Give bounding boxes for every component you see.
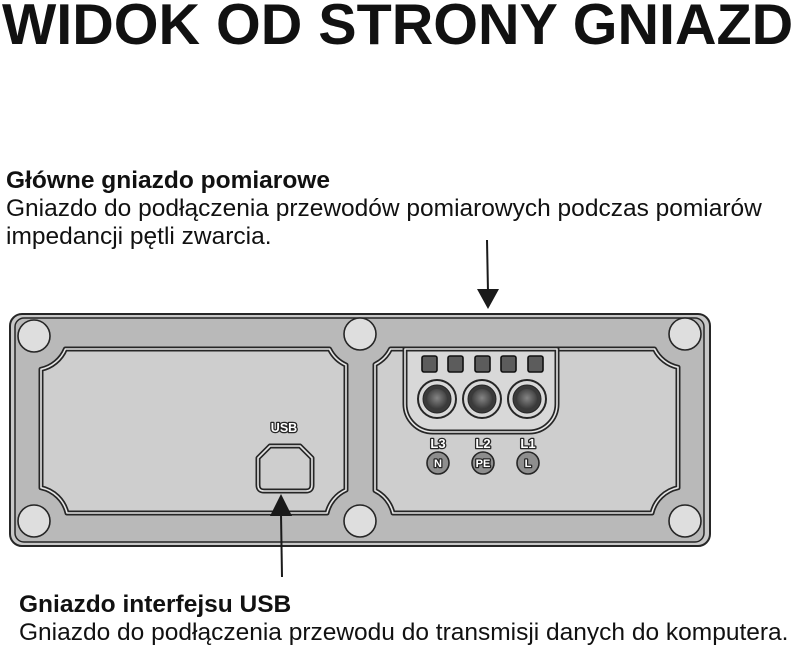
socket-l1-hole xyxy=(517,389,537,409)
usb-arrow-line xyxy=(281,514,282,577)
socket-l3-hole xyxy=(427,389,447,409)
socket-l2-hole xyxy=(472,389,492,409)
indicator-led xyxy=(475,356,490,372)
indicator-led xyxy=(448,356,463,372)
main-socket-description-line: Gniazdo do podłączenia przewodów pomiarowych podczas pomiarów xyxy=(6,194,762,222)
usb-socket-note xyxy=(19,591,788,647)
screw-top-center xyxy=(344,318,376,350)
screw-bottom-right xyxy=(669,505,701,537)
main-socket-note xyxy=(6,167,762,251)
device-socket-side xyxy=(10,314,710,546)
socket-l1 xyxy=(508,380,546,418)
indicator-led xyxy=(422,356,437,372)
usb-socket-description-line: Gniazdo do podłączenia przewodu do transmisji danych do komputera. xyxy=(19,618,789,646)
usb-label: USB xyxy=(270,421,298,435)
page-title: WIDOK OD STRONY GNIAZD xyxy=(2,0,794,57)
usb-port xyxy=(258,446,312,491)
screw-top-right xyxy=(669,318,701,350)
socket-l2 xyxy=(463,380,501,418)
socket-l2-label: L2 xyxy=(475,436,491,451)
screw-bottom-center xyxy=(344,505,376,537)
screw-top-left xyxy=(18,320,50,352)
terminal-l-text: L xyxy=(524,458,532,470)
main-socket-description-line: impedancji pętli zwarcia. xyxy=(6,222,272,250)
terminal-n-text: N xyxy=(434,458,442,470)
socket-l3 xyxy=(418,380,456,418)
screw-bottom-left xyxy=(18,505,50,537)
socket-l1-label: L1 xyxy=(520,436,536,451)
main-socket-housing xyxy=(405,349,557,432)
socket-l3-label: L3 xyxy=(430,436,446,451)
indicator-led xyxy=(528,356,543,372)
socket-markings xyxy=(427,436,539,474)
main-socket-heading: Główne gniazdo pomiarowe xyxy=(6,166,330,194)
usb-socket-heading: Gniazdo interfejsu USB xyxy=(19,590,292,618)
indicator-led xyxy=(501,356,516,372)
main-socket-arrow-head xyxy=(477,289,499,309)
terminal-pe-text: PE xyxy=(475,458,491,470)
